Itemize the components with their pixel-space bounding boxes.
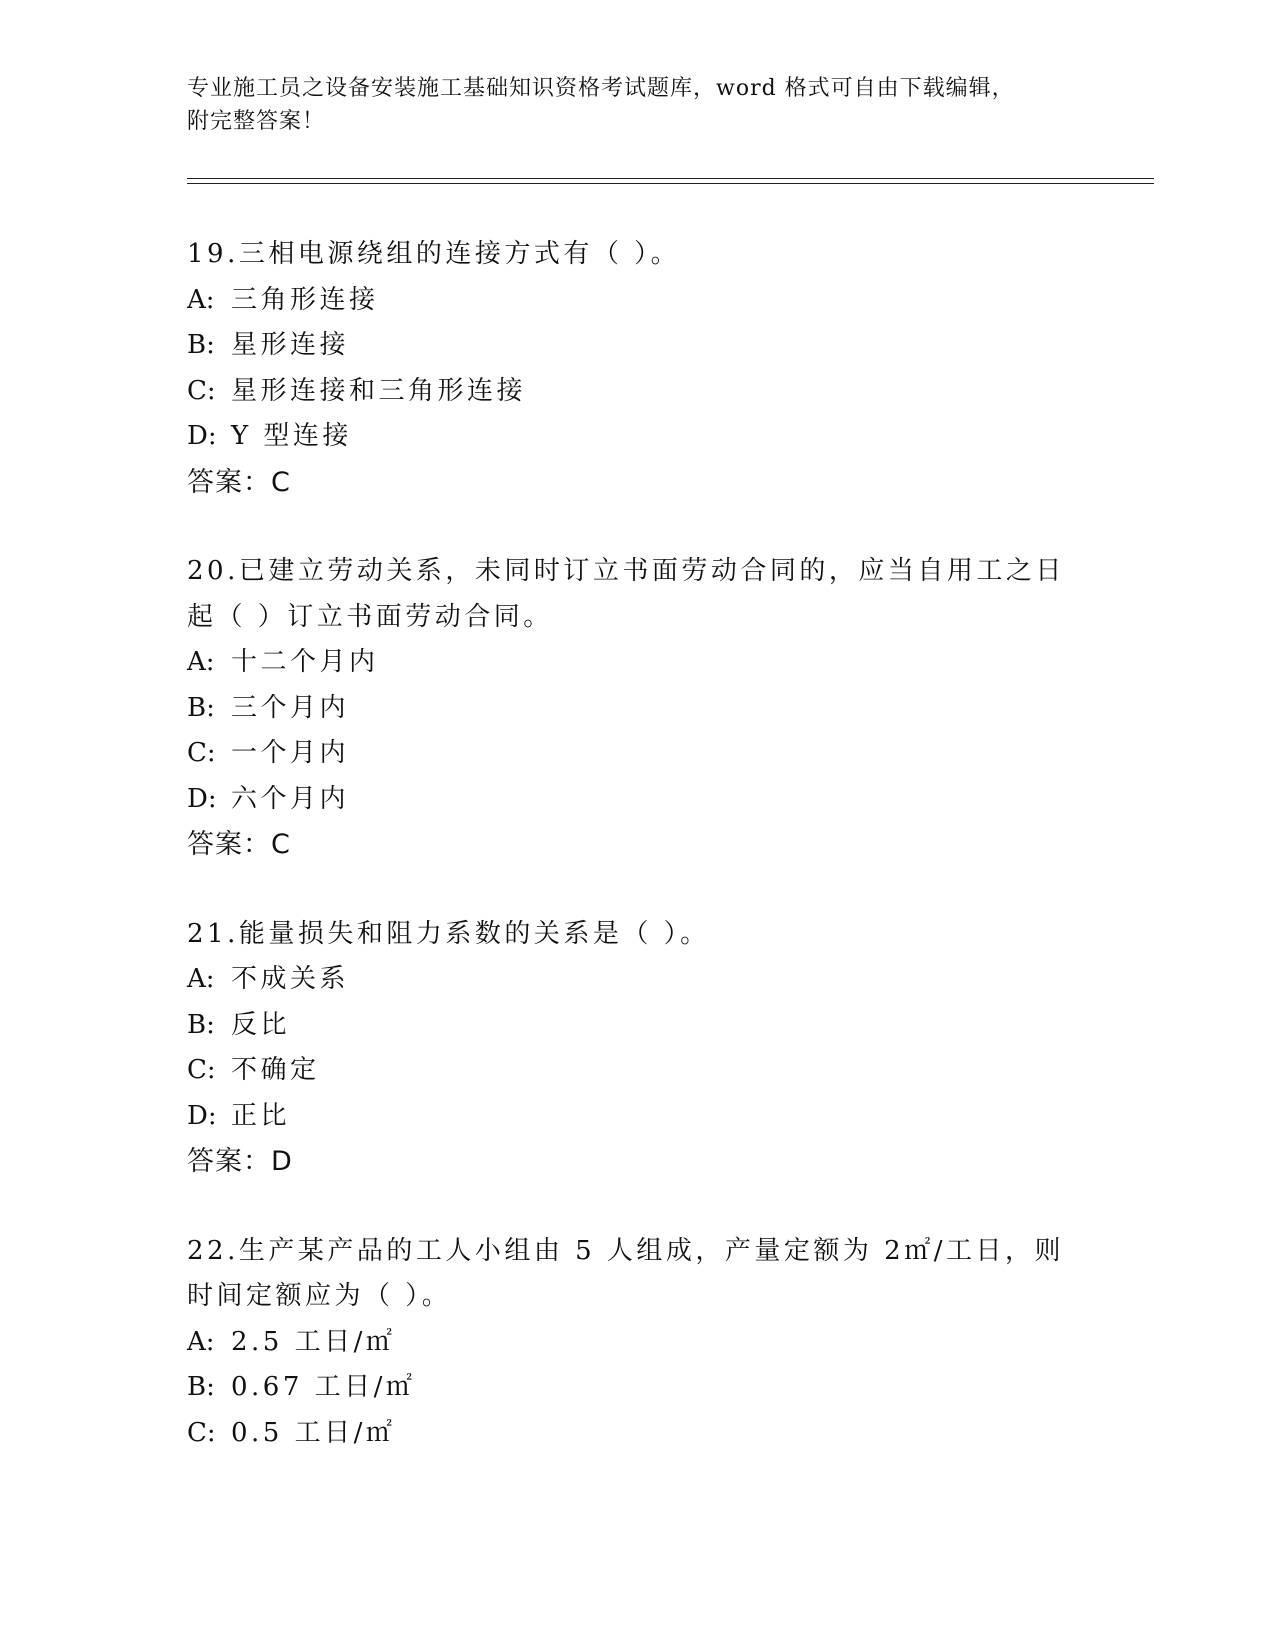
question-text: 22.生产某产品的工人小组由 5 人组成，产量定额为 2㎡/工日，则时间定额应为（ ）。 [187, 1235, 1064, 1311]
option-text: 十二个月内 [231, 647, 379, 677]
option-text: 不确定 [231, 1055, 320, 1085]
option-text: 0.67 工日/㎡ [231, 1372, 416, 1402]
option-b [187, 1003, 1087, 1049]
header-divider-top [187, 178, 1154, 179]
question-19 [187, 232, 1087, 505]
option-text: 2.5 工日/㎡ [231, 1326, 396, 1357]
option-letter: D: [187, 783, 217, 814]
option-letter: C: [187, 1417, 216, 1448]
option-text: 0.5 工日/㎡ [231, 1417, 396, 1448]
option-text: 反比 [231, 1009, 291, 1040]
option-letter: C: [187, 738, 216, 768]
question-text: 21.能量损失和阻力系数的关系是（ ）。 [187, 918, 710, 949]
header-line-1: 专业施工员之设备安装施工基础知识资格考试题库，word 格式可自由下载编辑， [187, 76, 1015, 101]
option-text: 三个月内 [231, 692, 350, 723]
option-letter: C: [187, 1055, 216, 1085]
option-b [187, 323, 1087, 369]
option-text: 一个月内 [231, 738, 350, 768]
option-text: 正比 [231, 1100, 291, 1131]
option-letter: D: [187, 1100, 217, 1131]
option-letter: B: [187, 1372, 215, 1402]
header-divider-bottom [187, 183, 1154, 184]
option-letter: A: [187, 647, 215, 677]
question-22 [187, 1229, 1087, 1457]
question-21 [187, 912, 1087, 1185]
option-d [187, 777, 1087, 823]
option-c [187, 1048, 1087, 1094]
option-a [187, 278, 1087, 324]
answer-label: 答案：C [187, 829, 291, 860]
option-c [187, 731, 1087, 777]
option-text: 三角形连接 [231, 284, 379, 315]
document-header [187, 72, 1067, 138]
question-text: 19.三相电源绕组的连接方式有（ ）。 [187, 239, 681, 269]
option-letter: C: [187, 375, 216, 406]
option-a [187, 640, 1087, 686]
option-letter: D: [187, 421, 217, 451]
option-a [187, 1320, 1087, 1366]
option-c [187, 369, 1087, 415]
option-d [187, 414, 1087, 460]
option-letter: A: [187, 964, 215, 994]
option-letter: B: [187, 1009, 215, 1040]
answer-label: 答案：D [187, 1146, 293, 1177]
option-letter: A: [187, 1326, 215, 1357]
answer-label: 答案：C [187, 466, 291, 498]
header-line-2: 附完整答案！ [187, 109, 326, 134]
option-c [187, 1411, 1087, 1457]
option-letter: B: [187, 692, 215, 723]
option-b [187, 1365, 1087, 1411]
option-text: 不成关系 [231, 964, 350, 994]
option-d [187, 1094, 1087, 1140]
option-letter: A: [187, 284, 215, 315]
option-b [187, 686, 1087, 732]
question-20 [187, 549, 1087, 868]
question-text: 20.已建立劳动关系，未同时订立书面劳动合同的，应当自用工之日起（ ）订立书面劳动合同。 [187, 556, 1065, 632]
option-text: 六个月内 [231, 783, 350, 814]
option-text: Y 型连接 [231, 421, 352, 451]
option-text: 星形连接和三角形连接 [231, 375, 527, 406]
option-text: 星形连接 [231, 330, 350, 360]
option-a [187, 957, 1087, 1003]
option-letter: B: [187, 330, 215, 360]
question-list [187, 232, 1087, 1500]
